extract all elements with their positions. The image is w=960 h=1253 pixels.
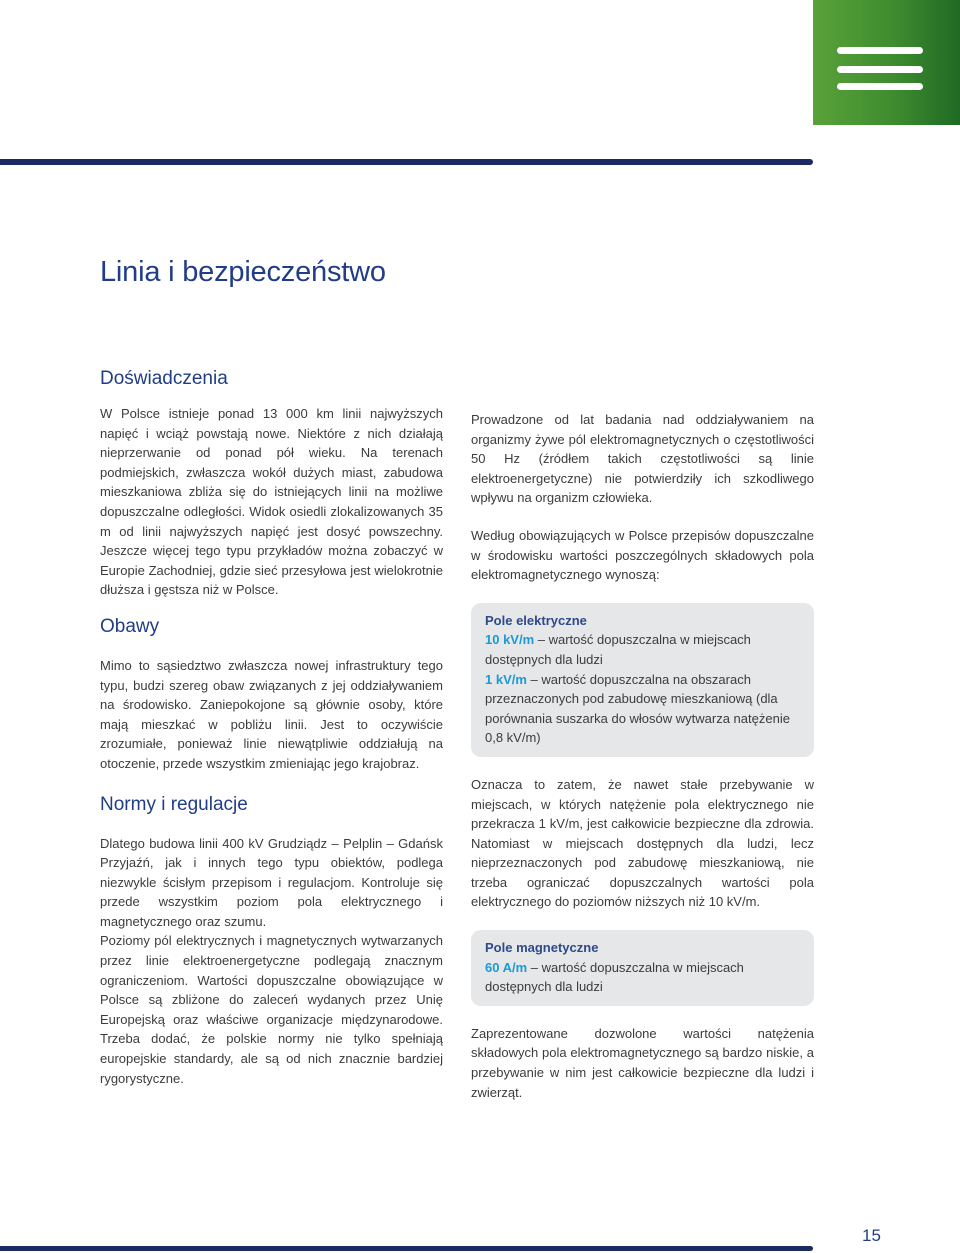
paragraph: Poziomy pól elektrycznych i magnetycznych wytwarzanych przez linie elektroenergetyczne podlegają znacznym ograniczeniom. Wartości dopuszczalne obowiązujące w Polsce są zbliżone do zaleceń wydanych przez Unię Europejską oraz właściwe organizacje międzynarodowe. Trzeba dodać, że polskie normy nie tylko spełniają europejskie standardy, ale są od nich znacznie bardziej rygorystyczne. — [100, 933, 443, 1086]
paragraph: W Polsce istnieje ponad 13 000 km linii najwyższych napięć i wciąż powstają nowe. Niektóre z nich działają nieprzerwanie od ponad pół wieku. Na terenach podmiejskich, zwłaszcza wokół dużych miast, zabudowa mieszkaniowa zbliża się do istniejących linii na możliwe dopuszczalne odległości. Widok osiedli zlokalizowanych 35 m od linii najwyższych napięć jest dosyć powszechny. Jeszcze więcej tego typu przykładów można zobaczyć w Europie Zachodniej, gdzie sieć przesyłowa jest wielokrotnie dłuższa i gęstsza niż w Polsce. — [100, 406, 443, 598]
section-heading-doswiadczenia: Doświadczenia — [100, 368, 228, 389]
paragraph: Dlatego budowa linii 400 kV Grudziądz – Pelplin – Gdańsk Przyjaźń, jak i innych tego typu obiektów, podlega niezwykle ścisłym przepisom i regulacjom. Kontroluje się przede wszystkim poziom pola elektrycznego i magnetycznego oraz szumu. — [100, 835, 443, 929]
paragraph: Prowadzone od lat badania nad oddziaływaniem na organizmy żywe pól elektromagnetycznych o częstotliwości 50 Hz (źródłem takich częstotliwości są linie elektroenergetyczne) nie potwierdziły ich szkodliwego wpływu na organizm człowieka. — [471, 412, 814, 506]
paragraph: Według obowiązujących w Polsce przepisów dopuszczalne w środowisku wartości poszczególnych składowych pola elektromagnetycznego wynoszą: — [471, 527, 814, 583]
box-item — [485, 670, 800, 748]
section-heading-obawy: Obawy — [100, 615, 160, 637]
bottom-rule — [0, 1246, 813, 1251]
page-number: 15 — [862, 1226, 881, 1245]
limit-value: 10 kV/m — [485, 632, 535, 648]
menu-bar-icon — [837, 47, 923, 54]
limit-description: – wartość dopuszczalna w miejscach dostępnych dla ludzi — [485, 632, 751, 667]
paragraph: Oznacza to zatem, że nawet stałe przebywanie w miejscach, w których natężenie pola elektrycznego nie przekracza 1 kV/m, jest całkowicie bezpieczne dla zdrowia. Natomiast w miejscach dostępnych dla ludzi, lecz nieprzeznaczonych pod zabudowę mieszkaniową, nie trzeba ograniczać dopuszczalnych wartości pola elektrycznego do poziomów niższych niż 10 kV/m. — [471, 776, 814, 910]
limit-description: – wartość dopuszczalna w miejscach dostępnych dla ludzi — [485, 959, 744, 995]
section-heading-normy: Normy i regulacje — [100, 793, 248, 815]
paragraph: Zaprezentowane dozwolone wartości natężenia składowych pola elektromagnetycznego są bardzo niskie, a przebywanie w nim jest całkowicie bezpieczne dla ludzi i zwierząt. — [471, 1025, 814, 1100]
electric-field-box — [471, 603, 814, 757]
box-title: Pole elektryczne — [485, 612, 587, 628]
box-item — [485, 630, 800, 669]
menu-bar-icon — [837, 83, 923, 90]
menu-bar-icon — [837, 66, 923, 73]
paragraph: Mimo to sąsiedztwo zwłaszcza nowej infrastruktury tego typu, budzi szereg obaw związanych z jej oddziaływaniem na środowisko. Zaniepokojone są głównie osoby, które mają mieszkać w pobliżu linii. Jest to oczywiście zrozumiałe, ponieważ linie niewątpliwie oddziałują na otoczenie, przede wszystkim zmieniając jego krajobraz. — [100, 657, 443, 771]
magnetic-field-box — [471, 930, 814, 1006]
left-column — [100, 366, 443, 1088]
limit-value: 1 kV/m — [485, 671, 527, 687]
limit-value: 60 A/m — [485, 959, 528, 975]
right-column — [471, 410, 814, 1102]
limit-description: – wartość dopuszczalna na obszarach przeznaczonych pod zabudowę mieszkaniową (dla porównania suszarka do włosów wytwarza natężenie 0,8 kV/m) — [485, 671, 790, 746]
corner-menu-block — [813, 0, 960, 125]
page-title: Linia i bezpieczeństwo — [100, 256, 386, 288]
top-rule — [0, 159, 813, 165]
box-title: Pole magnetyczne — [485, 940, 599, 956]
box-item — [485, 958, 800, 997]
